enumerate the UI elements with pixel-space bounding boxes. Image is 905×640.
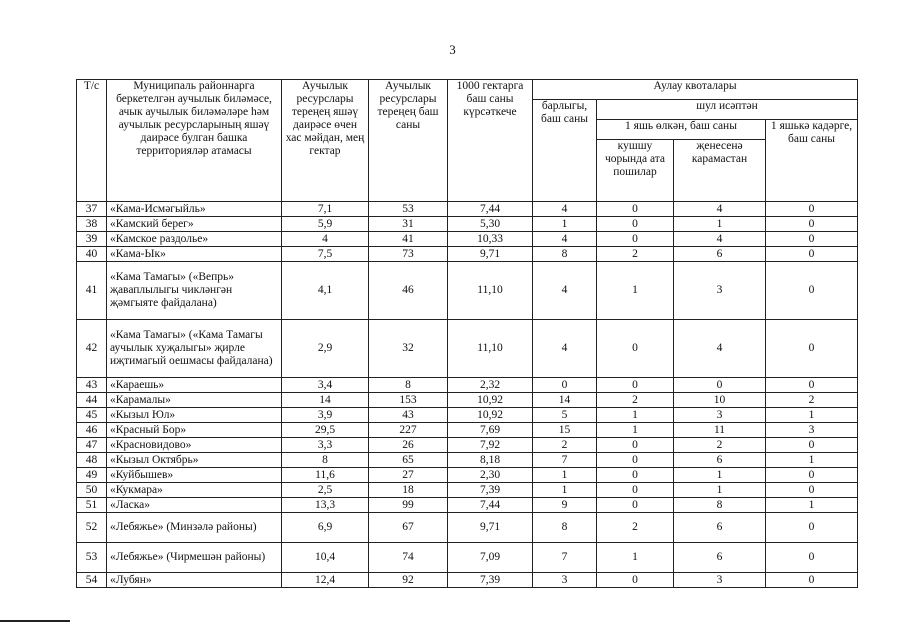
row-total: 4 bbox=[533, 202, 597, 217]
table-row bbox=[77, 438, 858, 453]
row-young: 0 bbox=[766, 378, 858, 393]
row-total: 3 bbox=[533, 573, 597, 588]
row-any-sex: 11 bbox=[674, 423, 766, 438]
row-count: 73 bbox=[369, 247, 448, 262]
header-total: барлыгы, баш саны bbox=[533, 100, 597, 202]
row-any-sex: 8 bbox=[674, 498, 766, 513]
table-row bbox=[77, 393, 858, 408]
row-density: 9,71 bbox=[448, 513, 533, 543]
row-males: 0 bbox=[597, 453, 674, 468]
row-total: 5 bbox=[533, 408, 597, 423]
row-density: 2,32 bbox=[448, 378, 533, 393]
row-density: 2,30 bbox=[448, 468, 533, 483]
row-young: 0 bbox=[766, 543, 858, 573]
row-density: 7,44 bbox=[448, 498, 533, 513]
row-count: 8 bbox=[369, 378, 448, 393]
row-any-sex: 3 bbox=[674, 408, 766, 423]
table-row bbox=[77, 468, 858, 483]
row-name: «Ласка» bbox=[107, 498, 282, 513]
row-total: 15 bbox=[533, 423, 597, 438]
row-any-sex: 2 bbox=[674, 438, 766, 453]
row-any-sex: 4 bbox=[674, 232, 766, 247]
row-name: «Кукмара» bbox=[107, 483, 282, 498]
row-young: 0 bbox=[766, 468, 858, 483]
row-any-sex: 4 bbox=[674, 320, 766, 378]
header-males: кушшу чорында ата пошилар bbox=[597, 140, 674, 202]
header-over1: 1 яшь өлкән, баш саны bbox=[597, 120, 766, 140]
row-young: 0 bbox=[766, 573, 858, 588]
row-any-sex: 6 bbox=[674, 543, 766, 573]
row-males: 2 bbox=[597, 513, 674, 543]
row-density: 9,71 bbox=[448, 247, 533, 262]
row-name: «Кама Тамагы» («Кама Тамагы аучылык хуҗалыгы» җирле иҗтимагый оешмасы файдалана) bbox=[107, 320, 282, 378]
row-num: 51 bbox=[77, 498, 107, 513]
row-area: 29,5 bbox=[282, 423, 369, 438]
row-area: 13,3 bbox=[282, 498, 369, 513]
row-total: 4 bbox=[533, 232, 597, 247]
header-under1: 1 яшькә кадәрге, баш саны bbox=[766, 120, 858, 202]
quota-table bbox=[76, 79, 858, 588]
row-num: 44 bbox=[77, 393, 107, 408]
row-density: 10,92 bbox=[448, 393, 533, 408]
table-row bbox=[77, 232, 858, 247]
row-count: 227 bbox=[369, 423, 448, 438]
row-count: 31 bbox=[369, 217, 448, 232]
page-number: 3 bbox=[449, 42, 456, 57]
table-row bbox=[77, 202, 858, 217]
row-any-sex: 4 bbox=[674, 202, 766, 217]
row-density: 7,09 bbox=[448, 543, 533, 573]
row-area: 3,9 bbox=[282, 408, 369, 423]
row-young: 0 bbox=[766, 320, 858, 378]
row-total: 7 bbox=[533, 543, 597, 573]
row-density: 7,39 bbox=[448, 573, 533, 588]
header-name: Муниципаль районнарга беркетелгән аучылык биләмәсе, ачык аучылык биләмәләре һәм аучылык ресурсларының яшәү даирәсе булган башка территорияләр атамасы bbox=[107, 80, 282, 202]
row-young: 3 bbox=[766, 423, 858, 438]
row-males: 1 bbox=[597, 543, 674, 573]
row-count: 53 bbox=[369, 202, 448, 217]
row-name: «Лубян» bbox=[107, 573, 282, 588]
row-any-sex: 1 bbox=[674, 483, 766, 498]
header-area: Аучылык ресурслары тереңең яшәү даирәсе өчен хас мәйдан, мең гектар bbox=[282, 80, 369, 202]
row-count: 99 bbox=[369, 498, 448, 513]
row-count: 27 bbox=[369, 468, 448, 483]
row-count: 65 bbox=[369, 453, 448, 468]
row-density: 11,10 bbox=[448, 262, 533, 320]
row-males: 1 bbox=[597, 423, 674, 438]
row-total: 0 bbox=[533, 378, 597, 393]
row-area: 11,6 bbox=[282, 468, 369, 483]
row-total: 1 bbox=[533, 217, 597, 232]
row-young: 0 bbox=[766, 513, 858, 543]
table-row bbox=[77, 543, 858, 573]
row-num: 41 bbox=[77, 262, 107, 320]
row-count: 26 bbox=[369, 438, 448, 453]
row-name: «Камский берег» bbox=[107, 217, 282, 232]
row-name: «Кама Тамагы» («Вепрь» җаваплылыгы чикләнгән җәмгыяте файдалана) bbox=[107, 262, 282, 320]
row-name: «Лебяжье» (Минзәлә районы) bbox=[107, 513, 282, 543]
table-row bbox=[77, 423, 858, 438]
row-num: 49 bbox=[77, 468, 107, 483]
row-num: 46 bbox=[77, 423, 107, 438]
row-num: 47 bbox=[77, 438, 107, 453]
row-name: «Красный Бор» bbox=[107, 423, 282, 438]
row-young: 0 bbox=[766, 483, 858, 498]
table-row bbox=[77, 262, 858, 320]
row-any-sex: 6 bbox=[674, 453, 766, 468]
row-count: 74 bbox=[369, 543, 448, 573]
row-total: 1 bbox=[533, 468, 597, 483]
row-any-sex: 3 bbox=[674, 262, 766, 320]
row-num: 39 bbox=[77, 232, 107, 247]
row-density: 5,30 bbox=[448, 217, 533, 232]
row-num: 38 bbox=[77, 217, 107, 232]
header-num: Т/с bbox=[77, 80, 107, 202]
row-males: 0 bbox=[597, 498, 674, 513]
row-total: 8 bbox=[533, 513, 597, 543]
row-any-sex: 1 bbox=[674, 468, 766, 483]
row-any-sex: 1 bbox=[674, 217, 766, 232]
table-row bbox=[77, 573, 858, 588]
row-count: 46 bbox=[369, 262, 448, 320]
row-area: 10,4 bbox=[282, 543, 369, 573]
row-area: 2,5 bbox=[282, 483, 369, 498]
row-num: 37 bbox=[77, 202, 107, 217]
row-young: 1 bbox=[766, 453, 858, 468]
row-area: 6,9 bbox=[282, 513, 369, 543]
row-males: 0 bbox=[597, 438, 674, 453]
row-density: 10,92 bbox=[448, 408, 533, 423]
row-young: 0 bbox=[766, 217, 858, 232]
row-density: 8,18 bbox=[448, 453, 533, 468]
row-density: 7,44 bbox=[448, 202, 533, 217]
row-total: 2 bbox=[533, 438, 597, 453]
row-total: 7 bbox=[533, 453, 597, 468]
table-row bbox=[77, 247, 858, 262]
row-young: 0 bbox=[766, 247, 858, 262]
margin-rule bbox=[0, 620, 70, 622]
row-males: 1 bbox=[597, 262, 674, 320]
row-name: «Кызыл Октябрь» bbox=[107, 453, 282, 468]
row-males: 0 bbox=[597, 202, 674, 217]
row-males: 0 bbox=[597, 573, 674, 588]
row-name: «Кызыл Юл» bbox=[107, 408, 282, 423]
row-area: 3,4 bbox=[282, 378, 369, 393]
row-young: 2 bbox=[766, 393, 858, 408]
row-young: 1 bbox=[766, 498, 858, 513]
row-area: 4,1 bbox=[282, 262, 369, 320]
row-area: 7,1 bbox=[282, 202, 369, 217]
row-total: 8 bbox=[533, 247, 597, 262]
row-any-sex: 6 bbox=[674, 247, 766, 262]
row-young: 0 bbox=[766, 232, 858, 247]
row-name: «Кама-Ык» bbox=[107, 247, 282, 262]
row-name: «Карамалы» bbox=[107, 393, 282, 408]
row-males: 2 bbox=[597, 247, 674, 262]
row-count: 67 bbox=[369, 513, 448, 543]
row-name: «Кама-Исмәгыйль» bbox=[107, 202, 282, 217]
header-any-sex: җенесенә карамастан bbox=[674, 140, 766, 202]
row-area: 12,4 bbox=[282, 573, 369, 588]
row-young: 0 bbox=[766, 438, 858, 453]
row-num: 54 bbox=[77, 573, 107, 588]
row-total: 1 bbox=[533, 483, 597, 498]
row-males: 0 bbox=[597, 232, 674, 247]
row-count: 92 bbox=[369, 573, 448, 588]
row-name: «Красновидово» bbox=[107, 438, 282, 453]
row-num: 45 bbox=[77, 408, 107, 423]
row-name: «Камское раздолье» bbox=[107, 232, 282, 247]
row-males: 2 bbox=[597, 393, 674, 408]
row-any-sex: 6 bbox=[674, 513, 766, 543]
row-area: 4 bbox=[282, 232, 369, 247]
row-males: 1 bbox=[597, 408, 674, 423]
row-count: 43 bbox=[369, 408, 448, 423]
row-males: 0 bbox=[597, 483, 674, 498]
row-count: 32 bbox=[369, 320, 448, 378]
row-any-sex: 10 bbox=[674, 393, 766, 408]
row-name: «Куйбышев» bbox=[107, 468, 282, 483]
row-name: «Лебяжье» (Чирмешән районы) bbox=[107, 543, 282, 573]
row-num: 40 bbox=[77, 247, 107, 262]
header-quota: Аулау квоталары bbox=[533, 80, 858, 100]
row-any-sex: 3 bbox=[674, 573, 766, 588]
row-area: 5,9 bbox=[282, 217, 369, 232]
row-num: 43 bbox=[77, 378, 107, 393]
row-area: 8 bbox=[282, 453, 369, 468]
table-row bbox=[77, 217, 858, 232]
row-young: 0 bbox=[766, 202, 858, 217]
row-num: 53 bbox=[77, 543, 107, 573]
row-density: 7,92 bbox=[448, 438, 533, 453]
row-total: 14 bbox=[533, 393, 597, 408]
row-males: 0 bbox=[597, 320, 674, 378]
row-young: 1 bbox=[766, 408, 858, 423]
row-density: 11,10 bbox=[448, 320, 533, 378]
row-area: 7,5 bbox=[282, 247, 369, 262]
row-num: 52 bbox=[77, 513, 107, 543]
row-total: 4 bbox=[533, 320, 597, 378]
row-young: 0 bbox=[766, 262, 858, 320]
row-males: 0 bbox=[597, 217, 674, 232]
table-row bbox=[77, 513, 858, 543]
row-density: 7,69 bbox=[448, 423, 533, 438]
table-row bbox=[77, 498, 858, 513]
table-row bbox=[77, 483, 858, 498]
row-males: 0 bbox=[597, 378, 674, 393]
table-row bbox=[77, 378, 858, 393]
row-total: 9 bbox=[533, 498, 597, 513]
header-density: 1000 гектарга баш саны күрсәткече bbox=[448, 80, 533, 202]
table-row bbox=[77, 453, 858, 468]
row-any-sex: 0 bbox=[674, 378, 766, 393]
row-num: 50 bbox=[77, 483, 107, 498]
row-count: 18 bbox=[369, 483, 448, 498]
row-num: 48 bbox=[77, 453, 107, 468]
row-area: 3,3 bbox=[282, 438, 369, 453]
row-num: 42 bbox=[77, 320, 107, 378]
row-count: 153 bbox=[369, 393, 448, 408]
row-area: 2,9 bbox=[282, 320, 369, 378]
row-total: 4 bbox=[533, 262, 597, 320]
row-density: 10,33 bbox=[448, 232, 533, 247]
row-name: «Караешь» bbox=[107, 378, 282, 393]
row-count: 41 bbox=[369, 232, 448, 247]
header-including: шул исәптән bbox=[597, 100, 858, 120]
row-males: 0 bbox=[597, 468, 674, 483]
header-count: Аучылык ресурслары тереңең баш саны bbox=[369, 80, 448, 202]
row-density: 7,39 bbox=[448, 483, 533, 498]
row-area: 14 bbox=[282, 393, 369, 408]
table-row bbox=[77, 408, 858, 423]
table-row bbox=[77, 320, 858, 378]
